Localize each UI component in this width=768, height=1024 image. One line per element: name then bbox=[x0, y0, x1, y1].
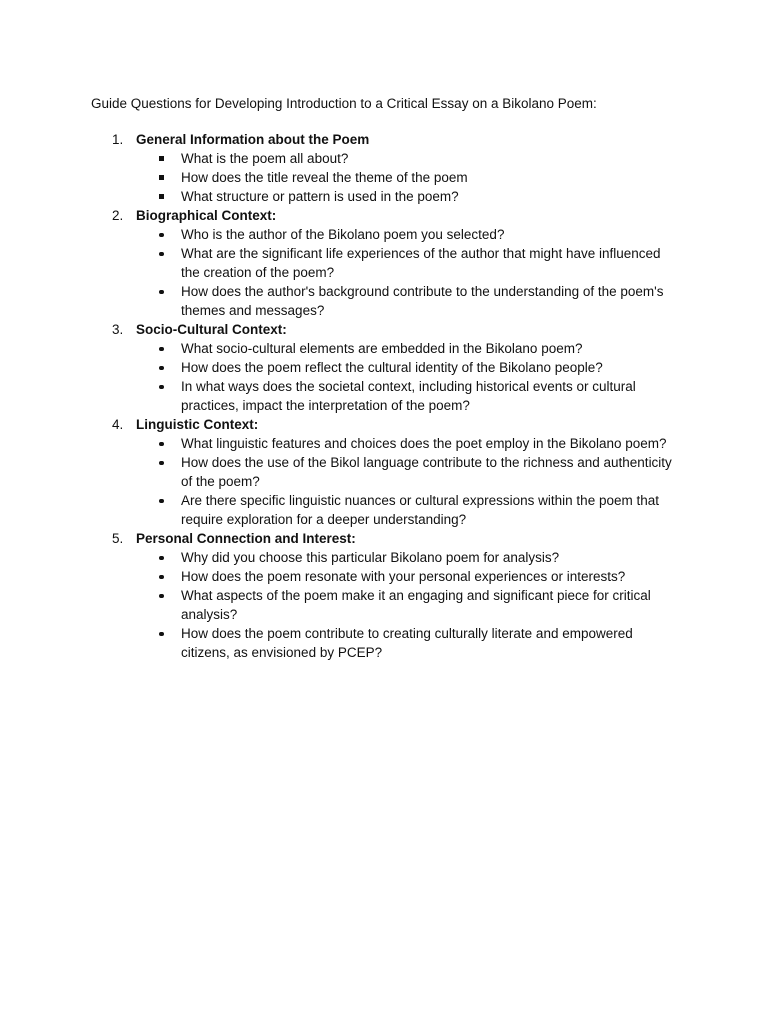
question-item bbox=[136, 149, 681, 168]
question-text: What aspects of the poem make it an engaging and significant piece for critical analysis? bbox=[181, 588, 651, 622]
question-list bbox=[136, 225, 708, 320]
question-text: How does the use of the Bikol language contribute to the richness and authenticity of the poem? bbox=[181, 455, 672, 489]
question-item bbox=[136, 187, 681, 206]
section-heading: Biographical Context: bbox=[136, 208, 277, 223]
question-item bbox=[136, 548, 681, 567]
question-text: How does the poem reflect the cultural identity of the Bikolano people? bbox=[181, 360, 603, 375]
question-list bbox=[136, 434, 708, 529]
question-list bbox=[136, 548, 708, 662]
question-text: What is the poem all about? bbox=[181, 151, 349, 166]
section-number: 2. bbox=[112, 208, 124, 223]
question-text: What socio-cultural elements are embedded in the Bikolano poem? bbox=[181, 341, 583, 356]
question-text: How does the title reveal the theme of the poem bbox=[181, 170, 468, 185]
question-item bbox=[136, 377, 681, 415]
question-text: How does the poem contribute to creating culturally literate and empowered citizens, as envisioned by PCEP? bbox=[181, 626, 633, 660]
section-heading: Personal Connection and Interest: bbox=[136, 531, 356, 546]
question-list bbox=[136, 339, 708, 415]
section-list bbox=[91, 130, 708, 662]
question-text: What are the significant life experiences of the author that might have influenced the creation of the poem? bbox=[181, 246, 661, 280]
question-item bbox=[136, 282, 681, 320]
question-list bbox=[136, 149, 708, 206]
section-number: 1. bbox=[112, 132, 124, 147]
question-item bbox=[136, 624, 681, 662]
question-item bbox=[136, 244, 681, 282]
question-item bbox=[136, 491, 681, 529]
document-title: Guide Questions for Developing Introduction to a Critical Essay on a Bikolano Poem: bbox=[91, 96, 597, 111]
section-item bbox=[91, 320, 708, 415]
question-item bbox=[136, 586, 681, 624]
section-item bbox=[91, 206, 708, 320]
section-number: 5. bbox=[112, 531, 124, 546]
question-item bbox=[136, 168, 681, 187]
question-text: In what ways does the societal context, including historical events or cultural practices, impact the interpretation of the poem? bbox=[181, 379, 636, 413]
question-item bbox=[136, 358, 681, 377]
question-text: Who is the author of the Bikolano poem you selected? bbox=[181, 227, 505, 242]
section-item bbox=[91, 130, 708, 206]
question-text: How does the author's background contribute to the understanding of the poem's themes and messages? bbox=[181, 284, 664, 318]
question-text: What structure or pattern is used in the poem? bbox=[181, 189, 459, 204]
question-item bbox=[136, 434, 681, 453]
question-item bbox=[136, 339, 681, 358]
question-item bbox=[136, 225, 681, 244]
question-text: How does the poem resonate with your personal experiences or interests? bbox=[181, 569, 626, 584]
section-number: 3. bbox=[112, 322, 124, 337]
section-heading: Socio-Cultural Context: bbox=[136, 322, 287, 337]
question-text: Are there specific linguistic nuances or cultural expressions within the poem that require exploration for a deeper understanding? bbox=[181, 493, 659, 527]
section-heading: Linguistic Context: bbox=[136, 417, 259, 432]
section-item bbox=[91, 529, 708, 662]
question-text: What linguistic features and choices does the poet employ in the Bikolano poem? bbox=[181, 436, 667, 451]
question-item bbox=[136, 567, 681, 586]
question-text: Why did you choose this particular Bikolano poem for analysis? bbox=[181, 550, 560, 565]
section-item bbox=[91, 415, 708, 529]
section-number: 4. bbox=[112, 417, 124, 432]
section-heading: General Information about the Poem bbox=[136, 132, 370, 147]
question-item bbox=[136, 453, 681, 491]
